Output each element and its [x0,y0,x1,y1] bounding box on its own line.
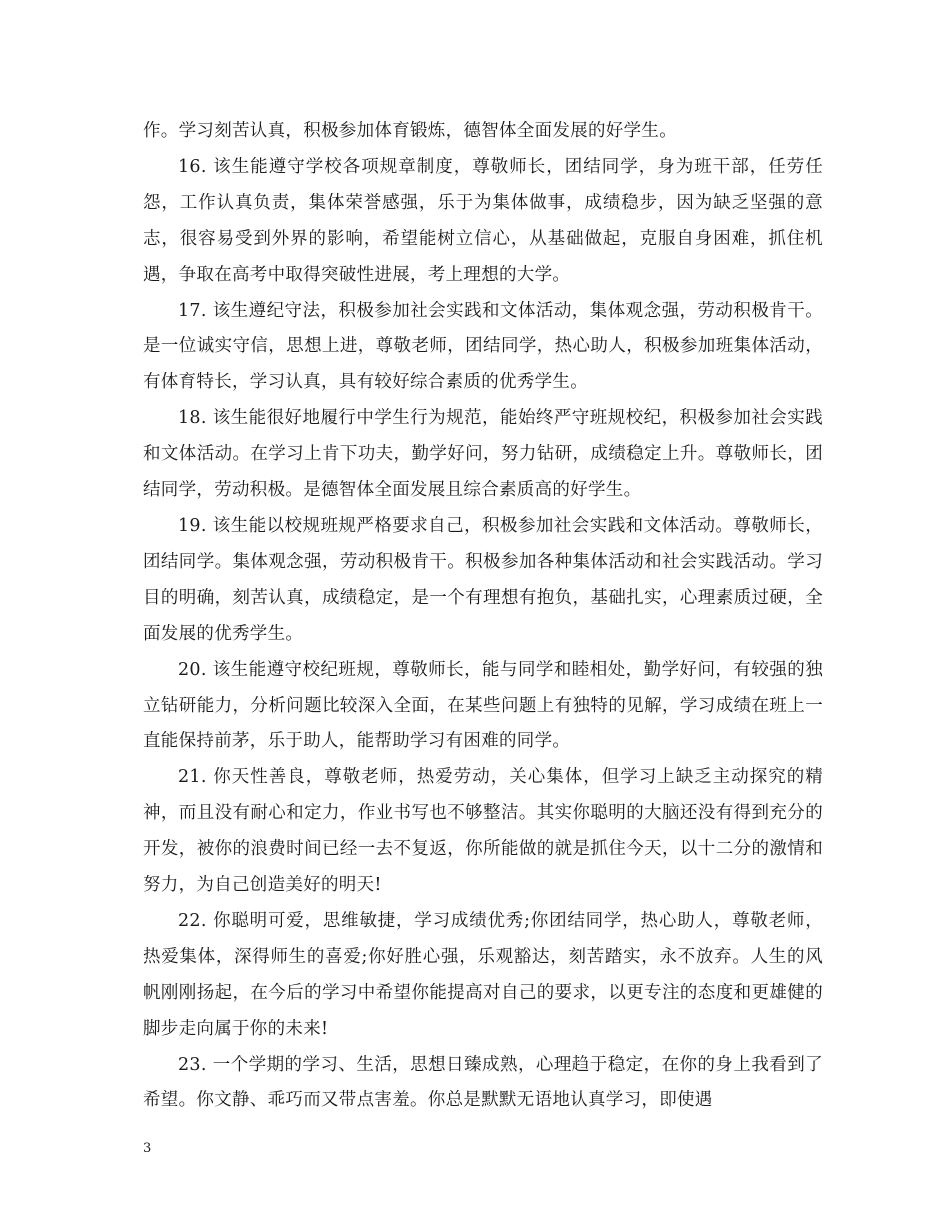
paragraph-item-18: 18. 该生能很好地履行中学生行为规范，能始终严守班规校纪，积极参加社会实践和文体活动。在学习上肯下功夫，勤学好问，努力钻研，成绩稳定上升。尊敬师长，团结同学，劳动积极。是德智体全面发展且综合素质高的好学生。 [143,408,823,501]
paragraph-item-21: 21. 你天性善良，尊敬老师，热爱劳动，关心集体，但学习上缺乏主动探究的精神，而且没有耐心和定力，作业书写也不够整洁。其实你聪明的大脑还没有得到充分的开发，被你的浪费时间已经一去不复返，你所能做的就是抓住今天，以十二分的激情和努力，为自己创造美好的明天! [143,767,823,896]
page-number: 3 [143,1141,152,1156]
paragraph-item-19: 19. 该生能以校规班规严格要求自己，积极参加社会实践和文体活动。尊敬师长，团结同学。集体观念强，劳动积极肯干。积极参加各种集体活动和社会实践活动。学习目的明确，刻苦认真，成绩稳定，是一个有理想有抱负，基础扎实，心理素质过硬，全面发展的优秀学生。 [143,515,823,644]
paragraph-item-20: 20. 该生能遵守校纪班规，尊敬师长，能与同学和睦相处，勤学好问，有较强的独立钻研能力，分析问题比较深入全面，在某些问题上有独特的见解，学习成绩在班上一直能保持前茅，乐于助人，能帮助学习有困难的同学。 [143,659,823,752]
paragraph-item-16: 16. 该生能遵守学校各项规章制度，尊敬师长，团结同学，身为班干部，任劳任怨，工作认真负责，集体荣誉感强，乐于为集体做事，成绩稳步，因为缺乏坚强的意志，很容易受到外界的影响，希望能树立信心，从基础做起，克服自身困难，抓住机遇，争取在高考中取得突破性进展，考上理想的大学。 [143,156,823,285]
paragraph-item-22: 22. 你聪明可爱，思维敏捷，学习成绩优秀;你团结同学，热心助人，尊敬老师，热爱集体，深得师生的喜爱;你好胜心强，乐观豁达，刻苦踏实，永不放弃。人生的风帆刚刚扬起，在今后的学习中希望你能提高对自己的要求，以更专注的态度和更雄健的脚步走向属于你的未来! [143,910,823,1039]
document-body [143,114,823,1119]
paragraph-item-17: 17. 该生遵纪守法，积极参加社会实践和文体活动，集体观念强，劳动积极肯干。是一位诚实守信，思想上进，尊敬老师，团结同学，热心助人，积极参加班集体活动，有体育特长，学习认真，具有较好综合素质的优秀学生。 [143,300,823,393]
paragraph-continuation: 作。学习刻苦认真，积极参加体育锻炼，德智体全面发展的好学生。 [143,121,677,141]
paragraph-item-23: 23. 一个学期的学习、生活，思想日臻成熟，心理趋于稳定，在你的身上我看到了希望。你文静、乖巧而又带点害羞。你总是默默无语地认真学习，即使遇 [143,1054,823,1111]
